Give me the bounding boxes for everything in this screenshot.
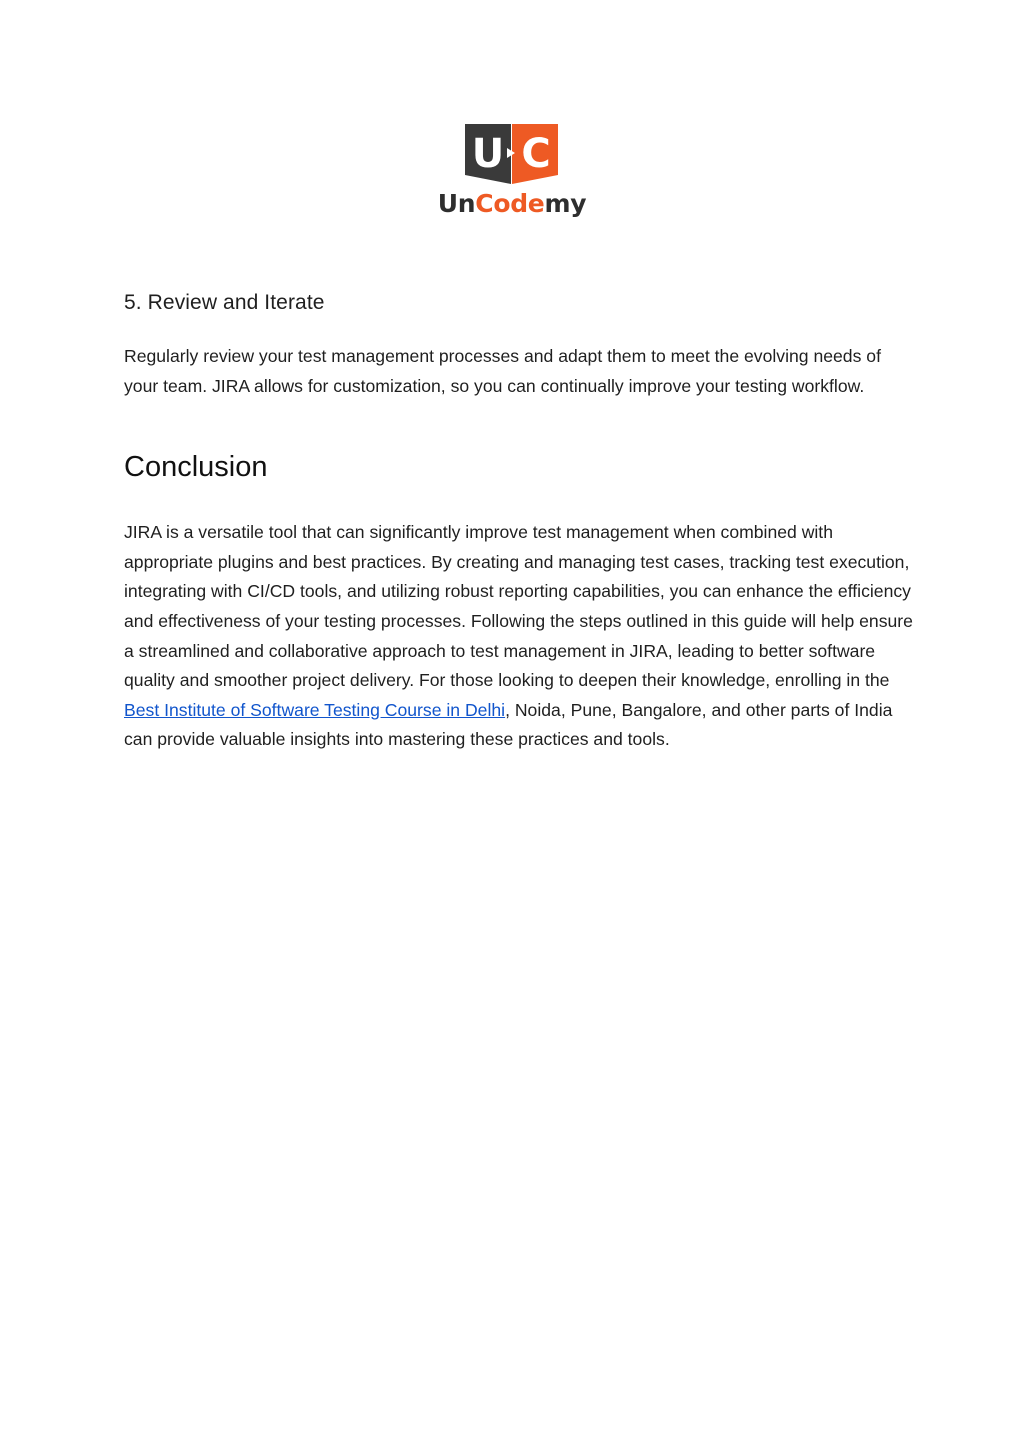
conclusion-text-after-link: , Noida, Pune, Bangalore, and other parts of India can provide valuable insights into mastering these practices and tools.: [124, 699, 893, 750]
conclusion-heading: Conclusion: [124, 451, 268, 484]
logo-word-un: Un: [437, 189, 476, 218]
logo-word-code: Code: [475, 189, 545, 218]
conclusion-text-before-link: JIRA is a versatile tool that can significantly improve test management when combined with appropriate plugins and best practices. By creating and managing test cases, tracking test execution, integrating with CI/CD tools, and utilizing robust reporting capabilities, you can enhance the efficiency and effectiveness of your testing processes. Following the steps outlined in this guide will help ensure a streamlined and collaborative approach to test management in JIRA, leading to better software quality and smoother project delivery. For those looking to deepen their knowledge, enrolling in the: [124, 522, 913, 691]
uncodemy-logo-mark: [465, 124, 558, 184]
logo-mark-u: U: [471, 131, 505, 177]
software-testing-course-link[interactable]: Best Institute of Software Testing Course in Delhi: [124, 699, 506, 720]
section-paragraph: Regularly review your test management processes and adapt them to meet the evolving needs of your team. JIRA allows for customization, so you can continually improve your testing workflow.: [124, 346, 881, 396]
logo-mark-c: C: [521, 131, 551, 177]
document-content: [124, 286, 914, 755]
conclusion-paragraph: [124, 518, 914, 755]
section-heading: 5. Review and Iterate: [124, 291, 325, 314]
logo-wordmark: [436, 188, 588, 220]
uncodemy-logo: [436, 122, 588, 222]
logo-word-my: my: [544, 189, 587, 218]
